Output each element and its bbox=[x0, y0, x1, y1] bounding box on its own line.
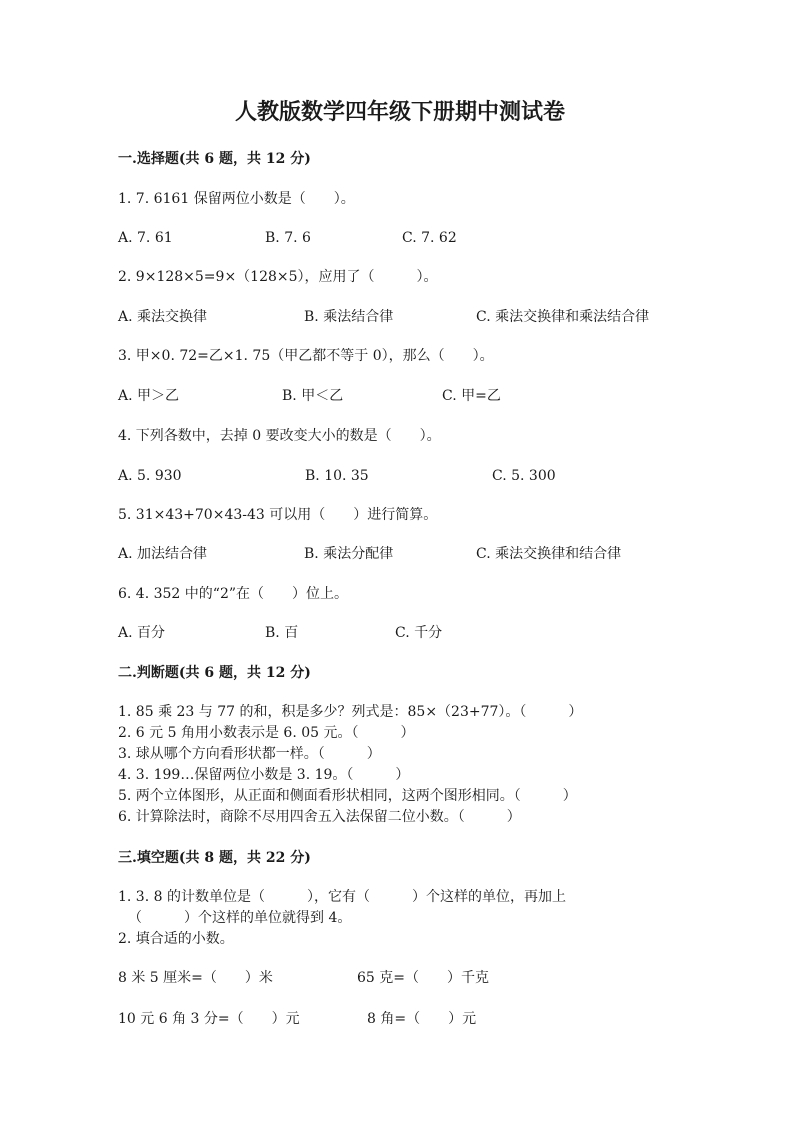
question-stem: 2. 9×128×5=9×（128×5），应用了（ ）。 bbox=[118, 269, 438, 285]
option-c: C. 甲=乙 bbox=[442, 388, 501, 404]
option-b: B. 10. 35 bbox=[305, 468, 369, 484]
option-b: B. 百 bbox=[265, 625, 299, 641]
fill-question-2: 2. 填合适的小数。 bbox=[118, 931, 234, 947]
question-stem: 3. 甲×0. 72=乙×1. 75（甲乙都不等于 0），那么（ ）。 bbox=[118, 348, 494, 364]
question-stem: 5. 31×43+70×43-43 可以用（ ）进行简算。 bbox=[118, 507, 438, 523]
option-c: C. 乘法交换律和乘法结合律 bbox=[476, 309, 650, 325]
question-stem: 1. 7. 6161 保留两位小数是（ ）。 bbox=[118, 191, 355, 207]
section-heading-choice: 一.选择题(共 6 题，共 12 分) bbox=[118, 151, 311, 167]
fill-blank-item: 10 元 6 角 3 分=（ ）元 bbox=[118, 1011, 300, 1027]
judgment-item: 1. 85 乘 23 与 77 的和，积是多少？列式是：85×（23+77）。（ ） bbox=[118, 704, 583, 720]
option-a: A. 甲＞乙 bbox=[118, 388, 180, 404]
section-heading-judgment: 二.判断题(共 6 题，共 12 分) bbox=[118, 665, 311, 681]
fill-blank-item: 8 米 5 厘米=（ ）米 bbox=[118, 970, 273, 986]
option-c: C. 7. 62 bbox=[402, 230, 457, 246]
option-a: A. 5. 930 bbox=[118, 468, 182, 484]
option-b: B. 甲＜乙 bbox=[282, 388, 344, 404]
fill-blank-item: 65 克=（ ）千克 bbox=[357, 970, 489, 986]
option-c: C. 乘法交换律和结合律 bbox=[476, 546, 622, 562]
judgment-item: 6. 计算除法时，商除不尽用四舍五入法保留二位小数。（ ） bbox=[118, 809, 521, 825]
judgment-item: 5. 两个立体图形，从正面和侧面看形状相同，这两个图形相同。（ ） bbox=[118, 788, 577, 804]
section-heading-fill-blank: 三.填空题(共 8 题，共 22 分) bbox=[118, 850, 311, 866]
question-stem: 6. 4. 352 中的“2”在（ ）位上。 bbox=[118, 586, 349, 602]
fill-blank-item: 8 角=（ ）元 bbox=[367, 1011, 477, 1027]
question-stem: 4. 下列各数中，去掉 0 要改变大小的数是（ ）。 bbox=[118, 428, 441, 444]
fill-question-1-line1: 1. 3. 8 的计数单位是（ ），它有（ ）个这样的单位，再加上 bbox=[118, 889, 566, 905]
option-a: A. 乘法交换律 bbox=[118, 309, 208, 325]
option-a: A. 百分 bbox=[118, 625, 166, 641]
option-c: C. 千分 bbox=[395, 625, 443, 641]
option-b: B. 乘法分配律 bbox=[304, 546, 394, 562]
option-a: A. 7. 61 bbox=[118, 230, 173, 246]
option-c: C. 5. 300 bbox=[492, 468, 556, 484]
option-b: B. 乘法结合律 bbox=[304, 309, 394, 325]
option-a: A. 加法结合律 bbox=[118, 546, 208, 562]
option-b: B. 7. 6 bbox=[265, 230, 311, 246]
page-title: 人教版数学四年级下册期中测试卷 bbox=[234, 99, 565, 125]
judgment-item: 4. 3. 199…保留两位小数是 3. 19。（ ） bbox=[118, 767, 410, 783]
judgment-item: 3. 球从哪个方向看形状都一样。（ ） bbox=[118, 746, 381, 762]
judgment-item: 2. 6 元 5 角用小数表示是 6. 05 元。（ ） bbox=[118, 725, 415, 741]
fill-question-1-line2: （ ）个这样的单位就得到 4。 bbox=[128, 910, 352, 926]
